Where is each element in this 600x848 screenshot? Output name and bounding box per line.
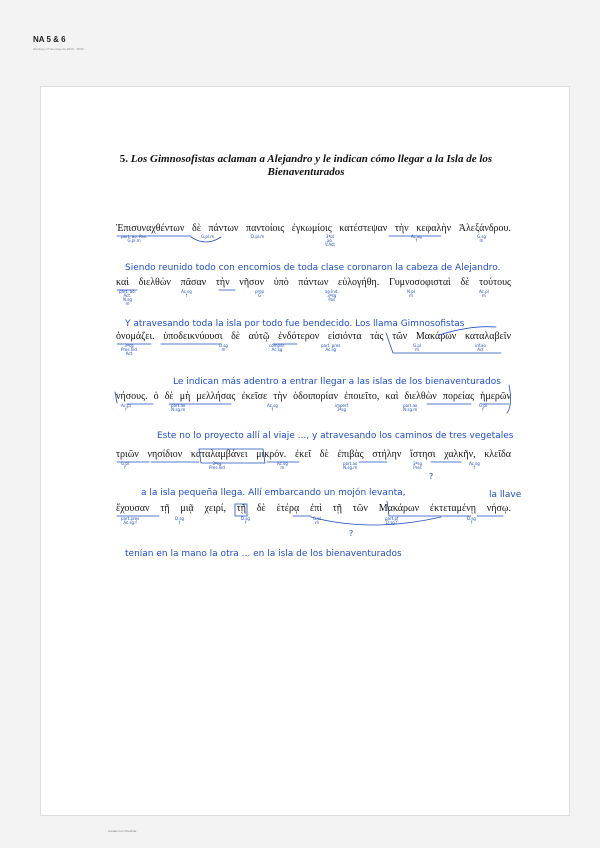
grammar-note: G.pl f: [479, 403, 488, 412]
grammar-note: part.ao N.sg.m: [171, 403, 186, 412]
ink-bracket: [507, 385, 511, 413]
grammar-note: Ac.sg f: [469, 461, 480, 470]
grammar-note: 3ªsg Pres.Ind: [209, 461, 225, 470]
grammar-note: Ac.sg m: [277, 461, 288, 470]
handwritten-translation: tenían en la mano la otra ... en la isla de los bienaventurados: [125, 549, 402, 559]
handwritten-side-note: la llave: [489, 490, 522, 500]
grammar-note: ao.Ind. 3ªsg Pas: [325, 289, 339, 302]
grammar-note: part. ao. Pas. G.pl.m: [121, 234, 148, 243]
page-timestamp: domingo, 17 de mayo de 2020 · 18:50: [33, 47, 84, 51]
question-mark-annotation: ?: [429, 472, 434, 481]
grammar-note: D.sg f: [467, 516, 476, 525]
handwriting-ink-layer: [41, 87, 569, 815]
grammar-note: Ac.pl m: [479, 289, 489, 298]
grammar-note: part. pres Ac.sg: [321, 343, 341, 352]
handwritten-translation: Le indican más adentro a entrar llegar a las islas de los bienaventurados: [173, 377, 501, 387]
ink-bracket: [387, 501, 471, 516]
handwritten-translation: Siendo reunido todo con encomios de toda clase coronaron la cabeza de Alejandro.: [125, 263, 501, 273]
notebook-page-title: NA 5 & 6: [33, 35, 66, 44]
greek-line: ὀνομάζει. ὑποδεικνύουσι δὲ αὐτῷ ἐνδότερον εἰσιόντα τὰς τῶν Μακάρων καταλαβεῖν: [116, 331, 511, 342]
grammar-note: compar. Ac.sg: [269, 343, 286, 352]
grammar-note: G.pl f: [121, 461, 130, 470]
grammar-note: part.ao N.sg.m: [343, 461, 358, 470]
grammar-note: D.sg f: [241, 516, 250, 525]
ink-link-arc: [311, 517, 441, 525]
grammar-note: part.pf D.sg.f: [385, 516, 399, 525]
grammar-note: D.sg f: [175, 516, 184, 525]
grammar-note: prep G: [255, 289, 265, 298]
grammar-note: 3ªsg Pres.Ind Act: [121, 343, 137, 356]
grammar-note: inf.ao Act: [475, 343, 486, 352]
ink-box: [235, 504, 247, 516]
grammar-note: Ac.sg f: [181, 289, 192, 298]
grammar-note: part. ao. Act. N.sg m: [119, 289, 136, 306]
title-text: Los Gimnosofistas aclaman a Alejandro y le indican cómo llegar a la Isla de los Bienaventurados: [130, 153, 493, 178]
grammar-note: D.pl.m: [251, 234, 265, 239]
grammar-note: Ac.pl f: [121, 403, 131, 412]
grammar-note: G.pl m: [313, 516, 322, 525]
grammar-note: 3ªsg Pres: [413, 461, 423, 470]
handwritten-translation: Y atravesando toda la isla por todo fue bendecido. Los llama Gimnosofistas: [125, 319, 465, 329]
greek-line: καὶ διελθὼν πᾶσαν τὴν νῆσον ὑπὸ πάντων εὐλογήθη. Γυμνοσοφισταὶ δὲ τούτους: [116, 277, 511, 288]
handwritten-translation: a la isla pequeña llega. Allí embarcando un mojón levanta,: [141, 488, 406, 498]
ink-arrow: [439, 327, 496, 335]
document-page: [40, 86, 570, 816]
ink-bracket: [386, 333, 501, 353]
grammar-note: imperf 3ªsg: [335, 403, 349, 412]
grammar-note: part.ao N.sg.m: [403, 403, 418, 412]
greek-line: νήσους. ὁ δὲ μὴ μελλήσας ἐκεῖσε τὴν ὁδοιπορίαν ἐποιεῖτο, καὶ διελθὼν πορείας ἡμερῶν: [116, 391, 511, 402]
ink-bracket: [115, 392, 117, 403]
grammar-note: 3ªpl ao. V.Act: [325, 234, 335, 247]
greek-line: ἔχουσαν τῇ μιᾷ χειρί, τῇ δὲ ἑτέρᾳ ἐπὶ τῇ τῶν Μακάρων ἐκτεταμένῃ νήσῳ.: [116, 503, 511, 514]
grammar-note: Ac.sg f: [267, 403, 278, 412]
handwritten-translation: Este no lo proyecto allí al viaje ..., y atravesando los caminos de tres vegetales: [157, 431, 514, 441]
greek-line: Ἐπισυναχθέντων δὲ πάντων παντοίοις ἐγκωμίοις κατέστεψαν τὴν κεφαλὴν Ἀλεξάνδρου.: [116, 223, 511, 234]
grammar-note: G.sg m: [477, 234, 486, 243]
grammar-note: D.sg m: [219, 343, 228, 352]
greek-line: τριῶν νησίδιον καταλαμβάνει μικρόν. ἐκεῖ δὲ ἐπιβὰς στήλην ἵστησι χαλκῆν, κλεῖδα: [116, 449, 511, 460]
title-number: 5.: [119, 153, 129, 165]
grammar-note: G.pl.m: [201, 234, 215, 239]
grammar-note: Ac.sg f: [411, 234, 422, 243]
ink-box: [199, 449, 265, 463]
grammar-note: N.pl m: [407, 289, 415, 298]
question-mark-annotation: ?: [349, 529, 354, 538]
page-footer: Creado con OneNote.: [108, 829, 138, 833]
grammar-note: G.pl m: [413, 343, 422, 352]
grammar-note: part.pres Ac.sg.f: [121, 516, 140, 525]
